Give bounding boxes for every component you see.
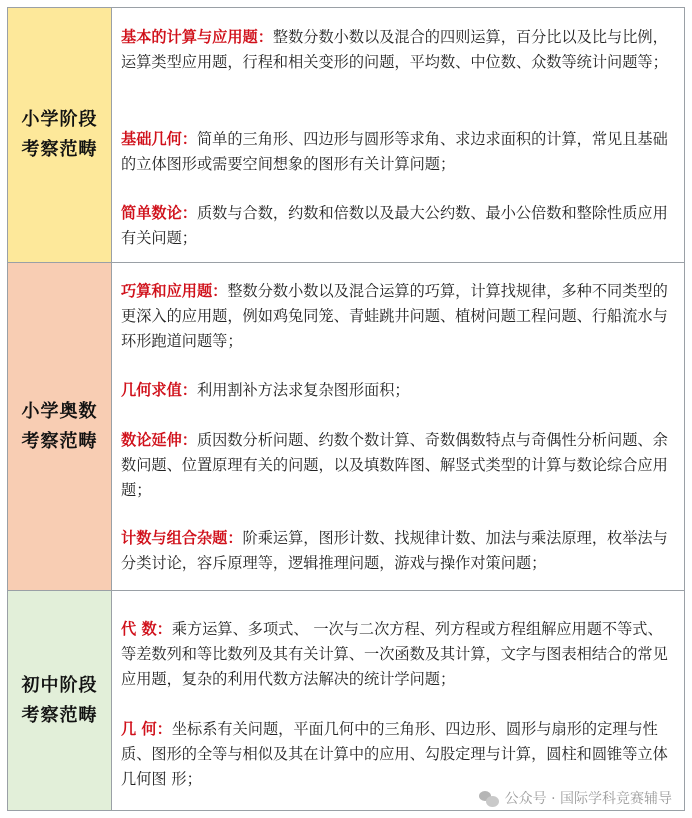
topic-paragraph bbox=[121, 428, 676, 503]
label-line-2: 考察范畴 bbox=[21, 430, 98, 452]
topic-text: 质数与合数，约数和倍数以及最大公约数、最小公倍数和整除性质应用有关问题； bbox=[121, 204, 668, 247]
topic-paragraph bbox=[121, 127, 676, 177]
label-line-1: 小学阶段 bbox=[21, 109, 98, 130]
row-olympiad bbox=[8, 262, 684, 590]
watermark-text: 公众号 · 国际学科竞赛辅导 bbox=[504, 791, 672, 807]
watermark bbox=[479, 788, 672, 808]
label-line-2: 考察范畴 bbox=[21, 139, 98, 160]
topic-paragraph bbox=[121, 378, 676, 403]
topic-heading: 巧算和应用题： bbox=[121, 282, 228, 300]
topic-paragraph bbox=[121, 201, 676, 251]
topic-heading: 计数与组合杂题： bbox=[121, 529, 243, 547]
row-label-middle-school bbox=[8, 591, 112, 810]
topic-heading: 数论延伸： bbox=[121, 431, 197, 449]
topic-text: 坐标系有关问题，平面几何中的三角形、四边形、圆形与扇形的定理与性质、图形的全等与相似及其在计算中的应用、勾股定理与计算，圆柱和圆锥等立体几何图 形； bbox=[121, 720, 668, 788]
label-line-1: 小学奥数 bbox=[21, 400, 98, 422]
curriculum-table bbox=[7, 7, 685, 811]
topic-text: 整数分数小数以及混合运算的巧算，计算找规律，多种不同类型的更深入的应用题，例如鸡兔同笼、青蛙跳井问题、植树问题工程问题、行船流水与环形跑道问题等； bbox=[121, 282, 668, 350]
row-label-primary bbox=[8, 8, 112, 262]
topic-paragraph bbox=[121, 279, 676, 354]
row-label-olympiad bbox=[8, 263, 112, 590]
topic-heading: 基本的计算与应用题： bbox=[121, 28, 273, 46]
topic-paragraph bbox=[121, 25, 676, 75]
topic-heading: 代 数： bbox=[121, 620, 172, 638]
topic-paragraph bbox=[121, 617, 676, 692]
topic-text: 简单的三角形、四边形与圆形等求角、求边求面积的计算，常见且基础的立体图形或需要空间想象的图形有关计算问题； bbox=[121, 130, 668, 173]
topic-text: 阶乘运算，图形计数、找规律计数、加法与乘法原理，枚举法与分类讨论，容斥原理等，逻辑推理问题，游戏与操作对策问题； bbox=[121, 529, 668, 572]
wechat-icon bbox=[479, 788, 499, 808]
row-middle-school bbox=[8, 590, 684, 810]
label-line-1: 初中阶段 bbox=[21, 674, 98, 696]
topic-paragraph bbox=[121, 526, 676, 576]
topic-heading: 几 何： bbox=[121, 720, 172, 738]
label-line-2: 考察范畴 bbox=[21, 704, 98, 726]
topic-text: 整数分数小数以及混合的四则运算，百分比以及比与比例，运算类型应用题，行程和相关变形的问题，平均数、中位数、众数等统计问题等； bbox=[121, 28, 668, 71]
topic-text: 质因数分析问题、约数个数计算、奇数偶数特点与奇偶性分析问题、余数问题、位置原理有关的问题，以及填数阵图、解竖式类型的计算与数论综合应用题； bbox=[121, 431, 668, 499]
topic-heading: 基础几何： bbox=[121, 130, 197, 148]
topic-text: 乘方运算、多项式、 一次与二次方程、列方程或方程组解应用题不等式、等差数列和等比数列及其有关计算、一次函数及其计算，文字与图表相结合的常见应用题，复杂的利用代数方法解决的统计学问题； bbox=[121, 620, 668, 688]
topic-paragraph bbox=[121, 717, 676, 792]
row-primary bbox=[8, 8, 684, 262]
topic-heading: 几何求值： bbox=[121, 381, 197, 399]
topic-text: 利用割补方法求复杂图形面积； bbox=[196, 381, 410, 399]
topic-heading: 简单数论： bbox=[121, 204, 197, 222]
